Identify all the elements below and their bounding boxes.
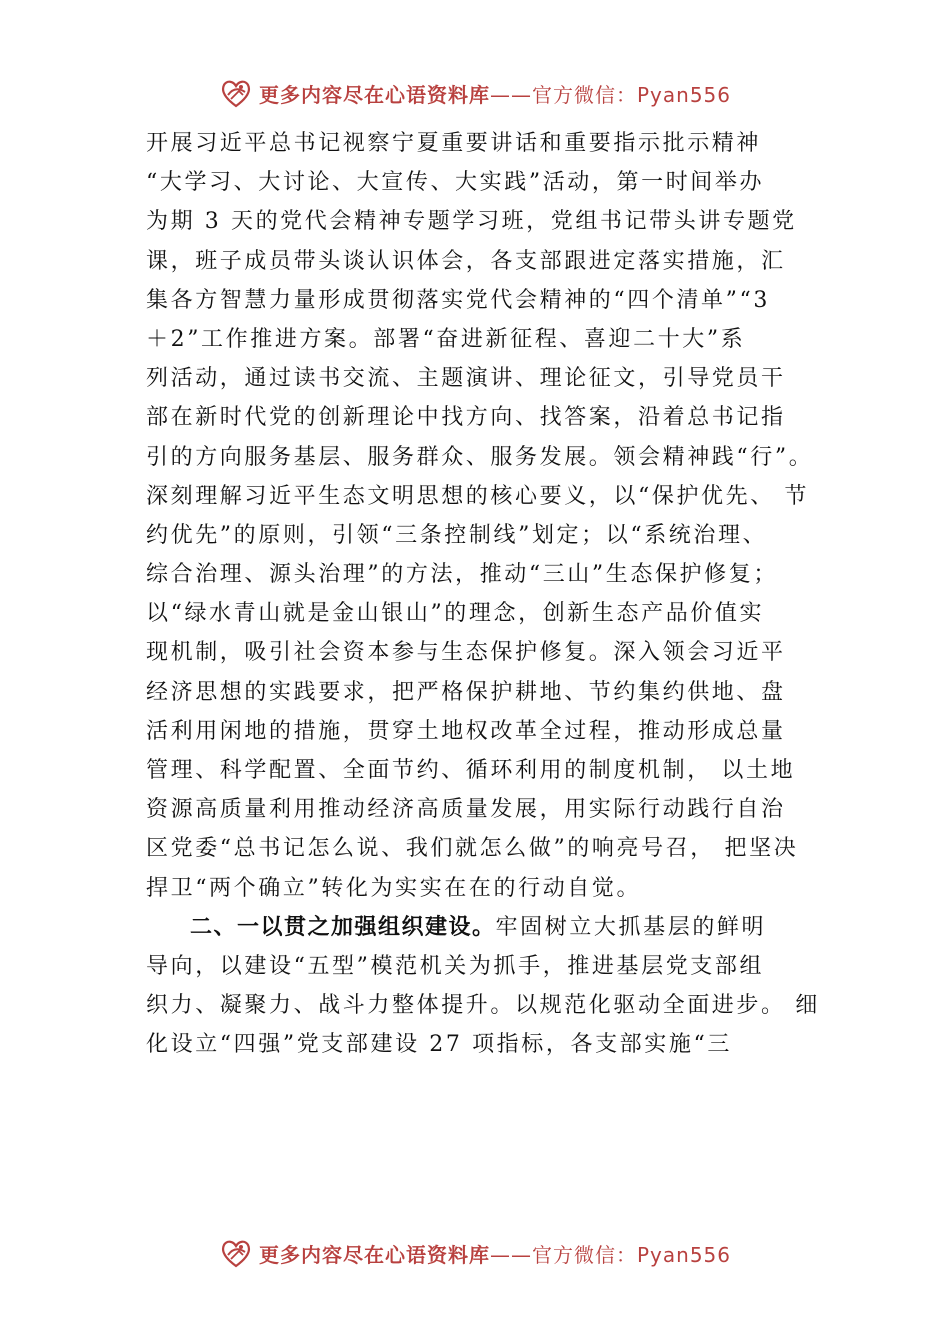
section-2-first-line xyxy=(146,908,826,947)
footer-watermark xyxy=(0,1233,950,1273)
watermark-wechat-id: Pyan556 xyxy=(636,82,731,107)
watermark-separator: —— xyxy=(489,82,532,107)
section-2-heading: 二、一以贯之加强组织建设。 xyxy=(190,914,496,940)
text-line: 织力、凝聚力、战斗力整体提升。以规范化驱动全面进步。 细 xyxy=(146,993,820,1019)
text-line: 引的方向服务基层、服务群众、服务发展。领会精神践“行”。 xyxy=(146,444,814,470)
text-line: ＋2”工作推进方案。部署“奋进新征程、喜迎二十大”系 xyxy=(146,326,746,352)
text-line: 深刻理解习近平生态文明思想的核心要义，以“保护优先、 节 xyxy=(146,483,810,509)
text-line: 集各方智慧力量形成贯彻落实党代会精神的“四个清单”“3 xyxy=(146,287,770,313)
text-line: 约优先”的原则，引领“三条控制线”划定；以“系统治理、 xyxy=(146,522,768,548)
heart-logo-icon xyxy=(219,76,253,110)
text-line: 列活动，通过读书交流、主题演讲、理论征文，引导党员干 xyxy=(146,366,786,392)
text-line: 活利用闲地的措施，贯穿土地权改革全过程，推动形成总量 xyxy=(146,718,786,744)
text-line: 综合治理、源头治理”的方法，推动“三山”生态保护修复； xyxy=(146,562,778,588)
text-line: 部在新时代党的创新理论中找方向、找答案，沿着总书记指 xyxy=(146,405,786,431)
text-line: “大学习、大讨论、大宣传、大实践”活动，第一时间举办 xyxy=(146,170,765,196)
header-watermark xyxy=(0,73,950,113)
section-2-lead-text: 牢固树立大抓基层的鲜明 xyxy=(495,914,767,940)
text-line: 现机制，吸引社会资本参与生态保护修复。深入领会习近平 xyxy=(146,640,786,666)
text-line: 管理、科学配置、全面节约、循环利用的制度机制， 以土地 xyxy=(146,758,796,783)
text-line: 资源高质量利用推动经济高质量发展，用实际行动践行自治 xyxy=(146,797,786,823)
watermark-brand: 更多内容尽在心语资料库 xyxy=(258,1242,490,1267)
text-line: 为期 3 天的党代会精神专题学习班，党组书记带头讲专题党 xyxy=(146,209,797,235)
text-line: 经济思想的实践要求，把严格保护耕地、节约集约供地、盘 xyxy=(146,679,786,705)
watermark-separator: —— xyxy=(489,1242,532,1267)
text-line: 导向，以建设“五型”模范机关为抓手，推进基层党支部组 xyxy=(146,953,765,979)
watermark-brand: 更多内容尽在心语资料库 xyxy=(258,82,490,107)
text-line: 捍卫“两个确立”转化为实实在在的行动自觉。 xyxy=(146,875,642,901)
text-line: 课，班子成员带头谈认识体会，各支部跟进定落实措施，汇 xyxy=(146,248,786,274)
text-line: 以“绿水青山就是金山银山”的理念，创新生态产品价值实 xyxy=(146,601,765,627)
text-line: 开展习近平总书记视察宁夏重要讲话和重要指示批示精神 xyxy=(146,131,762,156)
heart-logo-icon xyxy=(219,1236,253,1270)
text-line: 化设立“四强”党支部建设 27 项指标，各支部实施“三 xyxy=(146,1032,732,1058)
watermark-wechat-id: Pyan556 xyxy=(636,1242,731,1267)
text-line: 区党委“总书记怎么说、我们就怎么做”的响亮号召， 把坚决 xyxy=(146,836,799,862)
watermark-wechat-label: 官方微信： xyxy=(531,1242,637,1267)
watermark-wechat-label: 官方微信： xyxy=(531,82,637,107)
document-body xyxy=(146,124,826,1065)
